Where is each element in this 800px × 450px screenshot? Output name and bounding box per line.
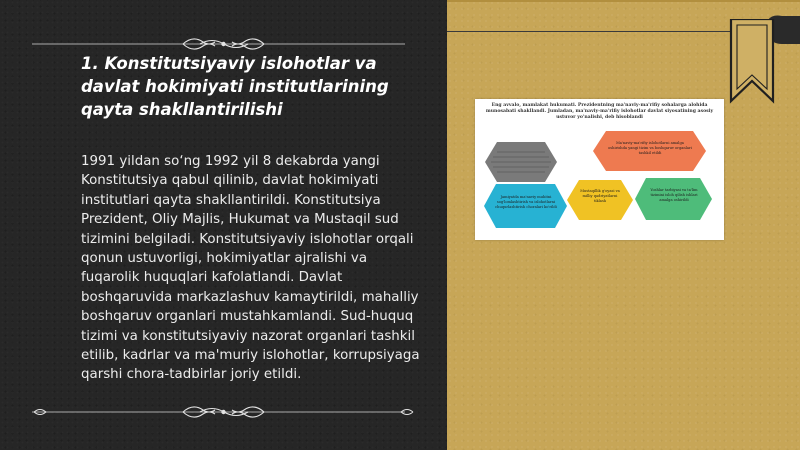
hexagon-label-yellow: Mustaqillik g'oyasi va milliy qadriyatlarni tiklash (580, 189, 620, 203)
hexagon-label-blue: Jamiyatda ma'naviy muhitni sog'lomlashtirish va islohotlarni chuqurlashtirish choralari ko'rildi (495, 195, 557, 209)
slide-body-text: 1991 yildan so‘ng 1992 yil 8 dekabrda yangi Konstitutsiya qabul qilinib, davlat hokimiyati institutlari qayta shakllantirildi. Konstitutsiya Prezident, Oliy Majlis, Hukumat va Mustaqil sud tizimini belgiladi. Konstitutsiyaviy islohotlar orqali qonun ustuvorligi, hokimiyatlar ajralishi va fuqarolik huquqlari kafolatlandi. Davlat boshqaruvida markazlashuv kamaytirildi, mahalliy boshqaruv organlari mustahkamlandi. Sud-huquq tizimi va konstitutsiyaviy nazorat organlari tashkil etilib, kadrlar va ma'muriy islohotlar, korrupsiyaga qarshi chora-tadbirlar joriy etildi. (81, 154, 420, 383)
top-border-line (447, 0, 800, 2)
bottom-ornament-divider (0, 402, 447, 422)
hexagon-label-orange: Ma'naviy-ma'rifiy islohotlarni amalga oshirishda yangi tizim va boshqaruv organlari tashkil etildi (608, 141, 692, 155)
infographic-caption: Eng avvalo, mamlakat hukumati. Prezidentning ma'naviy-ma'rifiy sohalarga alohida munosabati shakllandi. Jumladan, ma'naviy-ma'rifiy islohotlar davlat siyosatining asosiy ustuvor yo'nalishi, deb hisoblandi (485, 103, 714, 121)
hexagon-label-green: Yoshlar tarbiyasi va ta'lim tizimini isloh qilish ishlari amalga oshirildi (650, 188, 698, 202)
bookmark-ribbon-icon (727, 19, 777, 104)
slide-title: 1. Konstitutsiyaviy islohotlar va davlat hokimiyati institutlarining qayta shakllantirilishi (81, 54, 389, 119)
infographic-image (475, 99, 724, 240)
top-ornament-divider (0, 34, 447, 54)
